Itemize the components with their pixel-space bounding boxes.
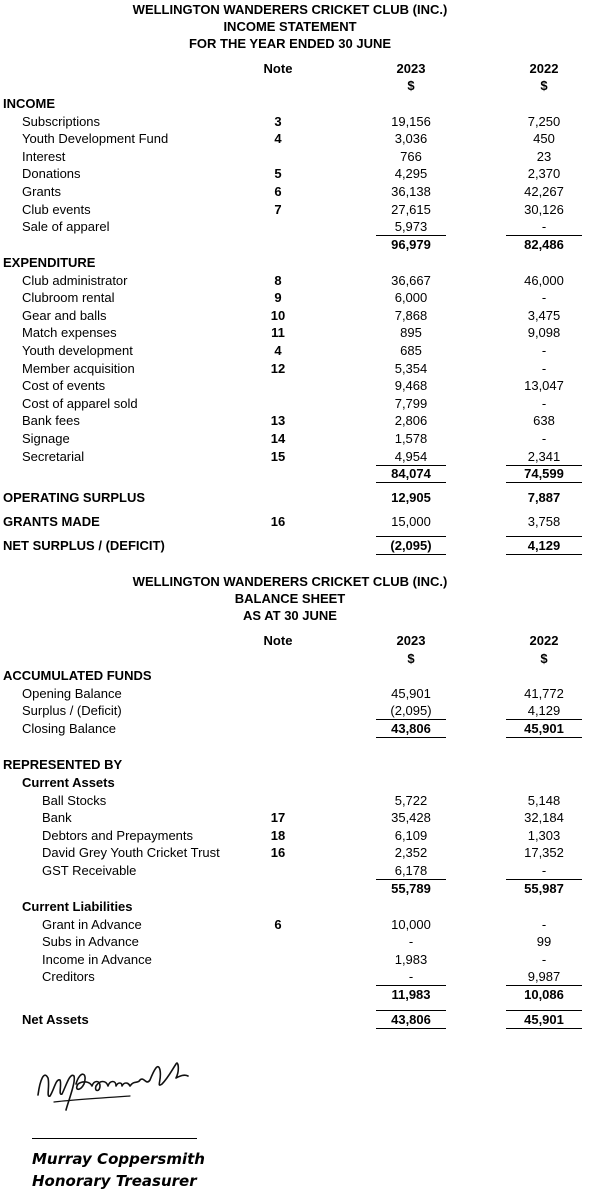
row-note: Note bbox=[263, 633, 293, 648]
row-note: 6 bbox=[274, 184, 282, 199]
value-2023: 43,806 bbox=[391, 1012, 431, 1027]
value-2023: - bbox=[408, 969, 414, 985]
row-label: Youth Development Fund bbox=[22, 131, 169, 147]
value-2023: 96,979 bbox=[391, 236, 431, 252]
income-total bbox=[0, 236, 607, 254]
value-2022: 2,370 bbox=[527, 166, 561, 182]
rule-line bbox=[376, 737, 446, 738]
row-label: Debtors and Prepayments bbox=[42, 827, 194, 843]
value-2022: 82,486 bbox=[524, 236, 564, 252]
closing-balance-row bbox=[0, 720, 607, 738]
section-heading bbox=[0, 95, 607, 113]
line-item bbox=[0, 113, 607, 131]
column-header bbox=[0, 60, 607, 78]
row-label: Donations bbox=[22, 166, 81, 182]
row-label: EXPENDITURE bbox=[3, 255, 96, 270]
value-2023: (2,095) bbox=[390, 703, 432, 719]
rule-line bbox=[376, 1028, 446, 1029]
value-2022: 4,129 bbox=[527, 703, 561, 719]
row-label: Net Assets bbox=[22, 1012, 89, 1027]
value-2023: 7,868 bbox=[394, 307, 428, 323]
value-2023: 12,905 bbox=[391, 490, 431, 505]
row-note: 8 bbox=[274, 272, 282, 288]
row-label: Sale of apparel bbox=[22, 219, 110, 235]
line-item bbox=[0, 201, 607, 219]
value-2022: - bbox=[541, 431, 547, 446]
value-2023: 6,109 bbox=[394, 827, 428, 843]
row-label: David Grey Youth Cricket Trust bbox=[42, 845, 220, 861]
section-heading bbox=[0, 667, 607, 685]
line-item bbox=[0, 702, 607, 720]
signatory-name: Murray Coppersmith bbox=[32, 1150, 205, 1168]
line-item bbox=[0, 951, 607, 969]
statement-title-line: AS AT 30 JUNE bbox=[243, 608, 337, 623]
row-label: Member acquisition bbox=[22, 360, 135, 376]
value-2022: 2022 bbox=[529, 61, 559, 76]
row-note: 12 bbox=[270, 360, 286, 376]
value-2023: 6,178 bbox=[394, 863, 428, 878]
row-label: OPERATING SURPLUS bbox=[3, 490, 146, 505]
row-label: ACCUMULATED FUNDS bbox=[3, 668, 152, 683]
row-label: Club administrator bbox=[22, 272, 128, 288]
row-note: 11 bbox=[271, 325, 285, 341]
row-label: Current Liabilities bbox=[22, 899, 133, 914]
value-2023: 27,615 bbox=[391, 201, 431, 217]
value-2023: - bbox=[408, 934, 414, 950]
row-label: GRANTS MADE bbox=[3, 514, 100, 529]
value-2022: - bbox=[541, 360, 547, 376]
line-item bbox=[0, 130, 607, 148]
line-item bbox=[0, 360, 607, 378]
line-item bbox=[0, 218, 607, 236]
line-item bbox=[0, 430, 607, 448]
row-label: Subs in Advance bbox=[42, 934, 139, 950]
value-2023: $ bbox=[407, 651, 415, 666]
row-label: Club events bbox=[22, 201, 91, 217]
value-2023: 2,352 bbox=[394, 845, 428, 861]
row-label: Ball Stocks bbox=[42, 792, 107, 808]
row-note: 17 bbox=[270, 810, 286, 826]
row-label: Signage bbox=[22, 431, 70, 446]
line-item bbox=[0, 377, 607, 395]
line-item bbox=[0, 148, 607, 166]
line-item bbox=[0, 324, 607, 342]
line-item bbox=[0, 448, 607, 466]
value-2022: - bbox=[541, 863, 547, 878]
value-2022: 99 bbox=[536, 934, 552, 950]
value-2023: 36,138 bbox=[391, 184, 431, 199]
rule-line bbox=[506, 554, 582, 555]
value-2023: $ bbox=[407, 78, 415, 93]
line-item bbox=[0, 844, 607, 862]
value-2023: 3,036 bbox=[394, 131, 428, 147]
line-item bbox=[0, 183, 607, 201]
value-2022: 46,000 bbox=[524, 272, 564, 288]
value-2022: 7,887 bbox=[527, 490, 561, 505]
currency-header bbox=[0, 650, 607, 668]
row-note: 4 bbox=[274, 343, 282, 358]
value-2022: - bbox=[541, 343, 547, 358]
row-label: INCOME bbox=[3, 96, 55, 111]
row-note: 7 bbox=[274, 201, 282, 217]
line-item bbox=[0, 809, 607, 827]
row-label: Surplus / (Deficit) bbox=[22, 703, 122, 719]
line-item bbox=[0, 933, 607, 951]
value-2023: 2023 bbox=[396, 633, 426, 648]
row-label: Secretarial bbox=[22, 448, 85, 464]
value-2023: 5,354 bbox=[394, 360, 428, 376]
subsection-heading bbox=[0, 774, 607, 792]
value-2022: $ bbox=[540, 78, 548, 93]
line-item bbox=[0, 412, 607, 430]
value-2022: 74,599 bbox=[524, 466, 564, 482]
value-2023: 895 bbox=[400, 325, 422, 341]
row-label: Match expenses bbox=[22, 325, 117, 341]
value-2022: 3,475 bbox=[527, 307, 561, 323]
row-label: Income in Advance bbox=[42, 951, 152, 967]
signature-line bbox=[32, 1138, 197, 1139]
value-2023: 2023 bbox=[396, 61, 426, 76]
value-2022: $ bbox=[540, 651, 548, 666]
statement-title-line: FOR THE YEAR ENDED 30 JUNE bbox=[188, 36, 392, 51]
line-item bbox=[0, 272, 607, 290]
value-2023: 35,428 bbox=[391, 810, 431, 826]
row-label: Bank bbox=[42, 810, 72, 826]
value-2022: 450 bbox=[533, 131, 555, 147]
value-2022: 23 bbox=[536, 148, 552, 164]
net-surplus-row bbox=[0, 537, 607, 555]
statement-title-line: INCOME STATEMENT bbox=[223, 19, 357, 34]
expenditure-total bbox=[0, 465, 607, 483]
row-label: Grants bbox=[22, 184, 62, 199]
value-2023: 4,295 bbox=[394, 166, 428, 182]
value-2023: 1,578 bbox=[394, 431, 428, 446]
value-2022: 5,148 bbox=[527, 792, 561, 808]
value-2023: 55,789 bbox=[391, 880, 431, 896]
value-2023: 2,806 bbox=[394, 413, 428, 429]
line-item bbox=[0, 968, 607, 986]
row-note: 6 bbox=[274, 916, 282, 932]
value-2022: 13,047 bbox=[524, 378, 564, 394]
line-item bbox=[0, 916, 607, 934]
value-2022: 4,129 bbox=[527, 538, 561, 553]
row-note: 9 bbox=[274, 290, 282, 306]
line-item bbox=[0, 862, 607, 880]
value-2022: - bbox=[541, 395, 547, 411]
row-note: 3 bbox=[274, 113, 282, 129]
row-label: Grant in Advance bbox=[42, 916, 142, 932]
row-note: 4 bbox=[274, 131, 282, 147]
value-2022: 55,987 bbox=[524, 880, 564, 896]
signatory-block bbox=[32, 1148, 205, 1192]
rule-line bbox=[376, 482, 446, 483]
value-2023: 7,799 bbox=[394, 395, 428, 411]
row-label: GST Receivable bbox=[42, 863, 137, 878]
value-2023: 1,983 bbox=[394, 951, 428, 967]
value-2022: 32,184 bbox=[524, 810, 564, 826]
value-2023: 766 bbox=[400, 148, 422, 164]
row-label: Creditors bbox=[42, 969, 95, 985]
line-item bbox=[0, 165, 607, 183]
row-label: Opening Balance bbox=[22, 685, 122, 701]
operating-surplus-row bbox=[0, 489, 607, 507]
statement-title-line: WELLINGTON WANDERERS CRICKET CLUB (INC.) bbox=[132, 574, 448, 589]
value-2022: 2022 bbox=[529, 633, 559, 648]
signatory-title: Honorary Treasurer bbox=[32, 1172, 197, 1190]
value-2022: 1,303 bbox=[527, 827, 561, 843]
value-2023: 15,000 bbox=[391, 514, 431, 529]
value-2023: 36,667 bbox=[391, 272, 431, 288]
value-2022: 10,086 bbox=[524, 987, 564, 1002]
value-2023: 19,156 bbox=[391, 113, 431, 129]
row-label: Clubroom rental bbox=[22, 290, 115, 306]
column-header bbox=[0, 632, 607, 650]
value-2022: 45,901 bbox=[524, 720, 564, 736]
statement-title-line: WELLINGTON WANDERERS CRICKET CLUB (INC.) bbox=[132, 2, 448, 17]
value-2023: 5,722 bbox=[394, 792, 428, 808]
line-item bbox=[0, 395, 607, 413]
current-assets-total bbox=[0, 880, 607, 898]
value-2023: 5,973 bbox=[394, 219, 428, 235]
statement-title-line: BALANCE SHEET bbox=[234, 591, 346, 606]
value-2023: (2,095) bbox=[390, 538, 432, 553]
value-2023: 84,074 bbox=[391, 466, 431, 482]
section-heading bbox=[0, 756, 607, 774]
row-label: Interest bbox=[22, 148, 66, 164]
row-label: Current Assets bbox=[22, 775, 115, 790]
value-2023: 11,983 bbox=[391, 987, 431, 1002]
value-2023: 4,954 bbox=[394, 448, 428, 464]
line-item bbox=[0, 685, 607, 703]
row-note: 13 bbox=[270, 413, 286, 429]
value-2022: 9,098 bbox=[527, 325, 561, 341]
value-2023: 10,000 bbox=[391, 916, 431, 932]
rule-line bbox=[376, 554, 446, 555]
rule-line bbox=[506, 1028, 582, 1029]
line-item bbox=[0, 792, 607, 810]
value-2023: 45,901 bbox=[391, 685, 431, 701]
currency-header bbox=[0, 77, 607, 95]
row-note: 16 bbox=[270, 514, 286, 529]
value-2022: 7,250 bbox=[527, 113, 561, 129]
value-2023: 685 bbox=[400, 343, 422, 358]
row-label: Youth development bbox=[22, 343, 133, 358]
section-heading bbox=[0, 254, 607, 272]
handwritten-signature bbox=[30, 1040, 190, 1120]
row-note: 15 bbox=[270, 448, 286, 464]
rule-line bbox=[506, 482, 582, 483]
row-note: 18 bbox=[270, 827, 286, 843]
row-note: 10 bbox=[270, 307, 286, 323]
row-label: Bank fees bbox=[22, 413, 80, 429]
rule-line bbox=[506, 737, 582, 738]
row-label: Closing Balance bbox=[22, 720, 116, 736]
value-2023: 43,806 bbox=[391, 720, 431, 736]
value-2022: - bbox=[541, 290, 547, 306]
value-2022: 638 bbox=[533, 413, 555, 429]
value-2022: 3,758 bbox=[527, 514, 561, 529]
row-label: Gear and balls bbox=[22, 307, 107, 323]
value-2022: 9,987 bbox=[527, 969, 561, 985]
value-2022: 2,341 bbox=[527, 448, 561, 464]
line-item bbox=[0, 307, 607, 325]
row-label: NET SURPLUS / (DEFICIT) bbox=[3, 538, 165, 553]
row-label: Subscriptions bbox=[22, 113, 101, 129]
value-2023: 9,468 bbox=[394, 378, 428, 394]
row-note: 5 bbox=[274, 166, 282, 182]
row-label: REPRESENTED BY bbox=[3, 757, 123, 772]
row-label: Cost of events bbox=[22, 378, 106, 394]
row-note: 16 bbox=[270, 845, 286, 861]
row-note: Note bbox=[263, 61, 293, 76]
row-note: 14 bbox=[270, 431, 286, 446]
row-label: Cost of apparel sold bbox=[22, 395, 138, 411]
value-2022: 45,901 bbox=[524, 1012, 564, 1027]
line-item bbox=[0, 289, 607, 307]
line-item bbox=[0, 342, 607, 360]
net-assets-row bbox=[0, 1011, 607, 1029]
line-item bbox=[0, 827, 607, 845]
value-2022: - bbox=[541, 219, 547, 235]
value-2022: 17,352 bbox=[524, 845, 564, 861]
subsection-heading bbox=[0, 898, 607, 916]
value-2022: 30,126 bbox=[524, 201, 564, 217]
value-2022: 42,267 bbox=[524, 184, 564, 199]
current-liabilities-total bbox=[0, 986, 607, 1004]
value-2023: 6,000 bbox=[394, 290, 428, 306]
value-2022: - bbox=[541, 951, 547, 967]
value-2022: - bbox=[541, 916, 547, 932]
grants-made-row bbox=[0, 513, 607, 531]
value-2022: 41,772 bbox=[524, 685, 564, 701]
